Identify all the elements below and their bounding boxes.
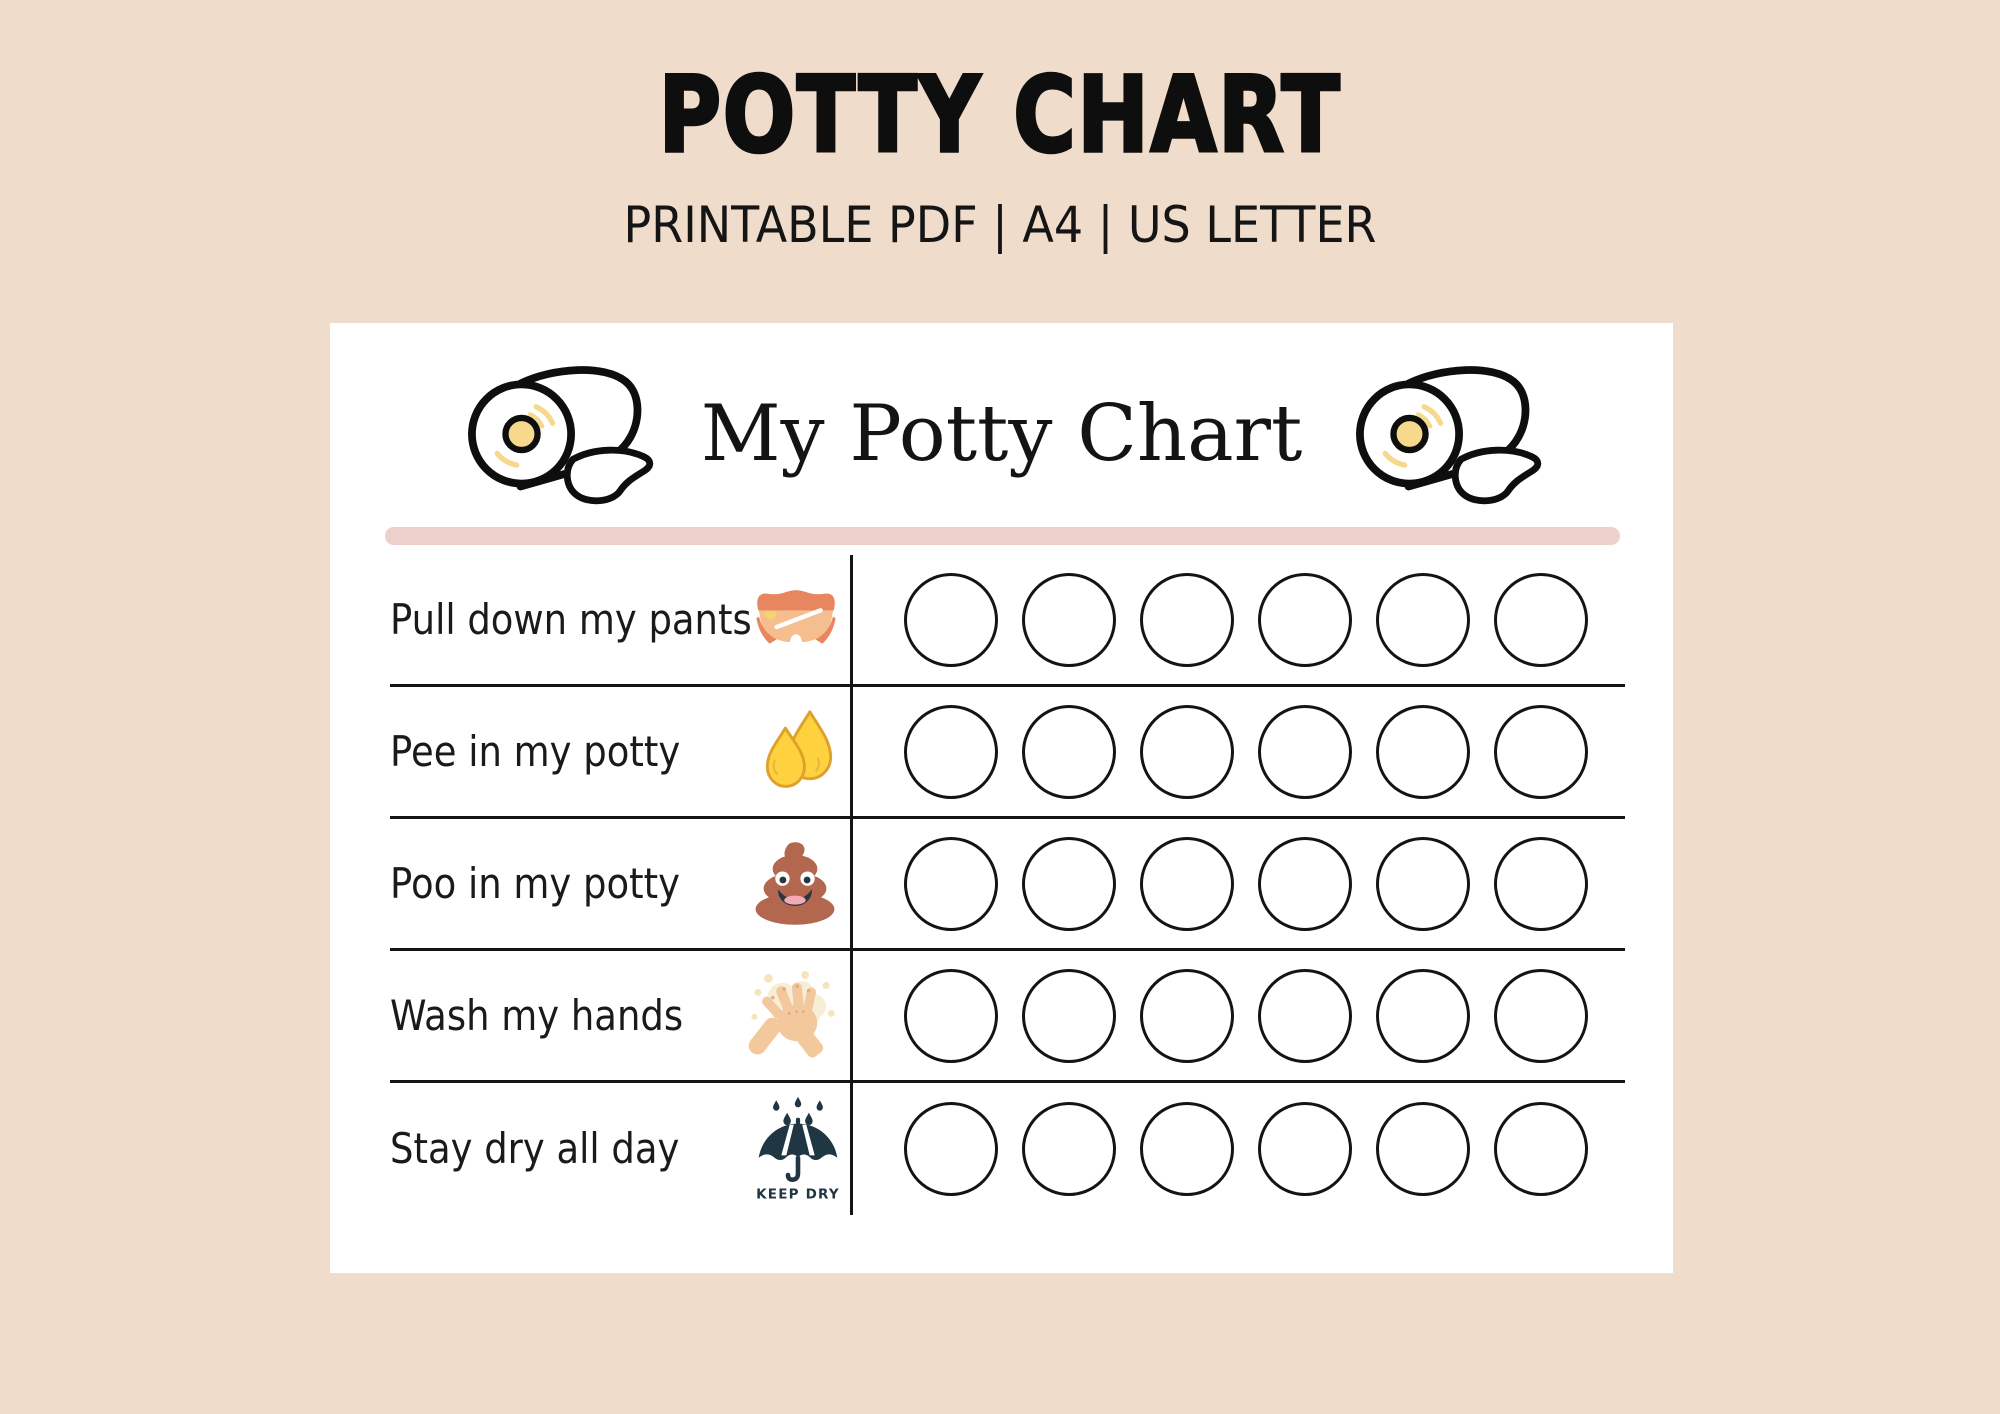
tracker-circles — [850, 555, 1625, 684]
underwear-icon — [752, 581, 840, 659]
row-label-cell — [390, 951, 850, 1080]
tracker-circle — [1022, 1102, 1116, 1196]
tracker-circles — [850, 819, 1625, 948]
tracker-circle — [1022, 837, 1116, 931]
tracker-circle — [1494, 705, 1588, 799]
pee-drops-icon — [758, 709, 840, 795]
card-header — [330, 359, 1673, 509]
tracker-circle — [1258, 969, 1352, 1063]
row-label-cell — [390, 687, 850, 816]
tracker-circle — [1140, 969, 1234, 1063]
wash-hands-icon — [744, 968, 840, 1064]
tracker-circle — [1494, 969, 1588, 1063]
potty-table — [390, 555, 1625, 1215]
tracker-circle — [904, 969, 998, 1063]
tracker-circle — [1494, 573, 1588, 667]
keep-dry-umbrella-icon — [752, 1096, 844, 1203]
tracker-circle — [1376, 1102, 1470, 1196]
row-label-cell — [390, 1083, 850, 1215]
row-label: Poo in my potty — [390, 858, 680, 908]
tracker-circle — [1258, 837, 1352, 931]
tracker-circles — [850, 1083, 1625, 1215]
row-label: Pull down my pants — [390, 594, 752, 644]
row-label: Wash my hands — [390, 990, 684, 1040]
table-row — [390, 555, 1625, 687]
row-label-cell — [390, 555, 850, 684]
page-title: POTTY CHART — [658, 54, 1342, 176]
tracker-circle — [1140, 837, 1234, 931]
toilet-paper-roll-icon — [1348, 364, 1543, 505]
tracker-circle — [904, 837, 998, 931]
card-title: My Potty Chart — [700, 389, 1303, 479]
tracker-circle — [1140, 705, 1234, 799]
table-row — [390, 687, 1625, 819]
row-label: Pee in my potty — [390, 726, 681, 776]
pink-divider-bar — [385, 527, 1620, 545]
tracker-circle — [1376, 705, 1470, 799]
tracker-circle — [1140, 1102, 1234, 1196]
tracker-circle — [1022, 969, 1116, 1063]
poop-icon — [750, 841, 840, 927]
tracker-circle — [904, 573, 998, 667]
tracker-circles — [850, 687, 1625, 816]
table-vertical-line — [850, 555, 853, 1215]
tracker-circle — [1258, 1102, 1352, 1196]
tracker-circle — [1140, 573, 1234, 667]
chart-card — [330, 323, 1673, 1273]
keep-dry-caption: KEEP DRY — [756, 1186, 840, 1203]
tracker-circle — [1022, 705, 1116, 799]
row-label-cell — [390, 819, 850, 948]
tracker-circle — [1376, 837, 1470, 931]
tracker-circle — [904, 1102, 998, 1196]
page-subtitle: PRINTABLE PDF | A4 | US LETTER — [623, 196, 1377, 254]
tracker-circle — [904, 705, 998, 799]
table-row — [390, 819, 1625, 951]
tracker-circle — [1258, 705, 1352, 799]
toilet-paper-roll-icon — [460, 364, 655, 505]
table-row — [390, 951, 1625, 1083]
tracker-circle — [1376, 573, 1470, 667]
tracker-circle — [1258, 573, 1352, 667]
tracker-circle — [1494, 1102, 1588, 1196]
table-row — [390, 1083, 1625, 1215]
tracker-circle — [1494, 837, 1588, 931]
row-label: Stay dry all day — [390, 1124, 680, 1173]
tracker-circles — [850, 951, 1625, 1080]
tracker-circle — [1022, 573, 1116, 667]
tracker-circle — [1376, 969, 1470, 1063]
